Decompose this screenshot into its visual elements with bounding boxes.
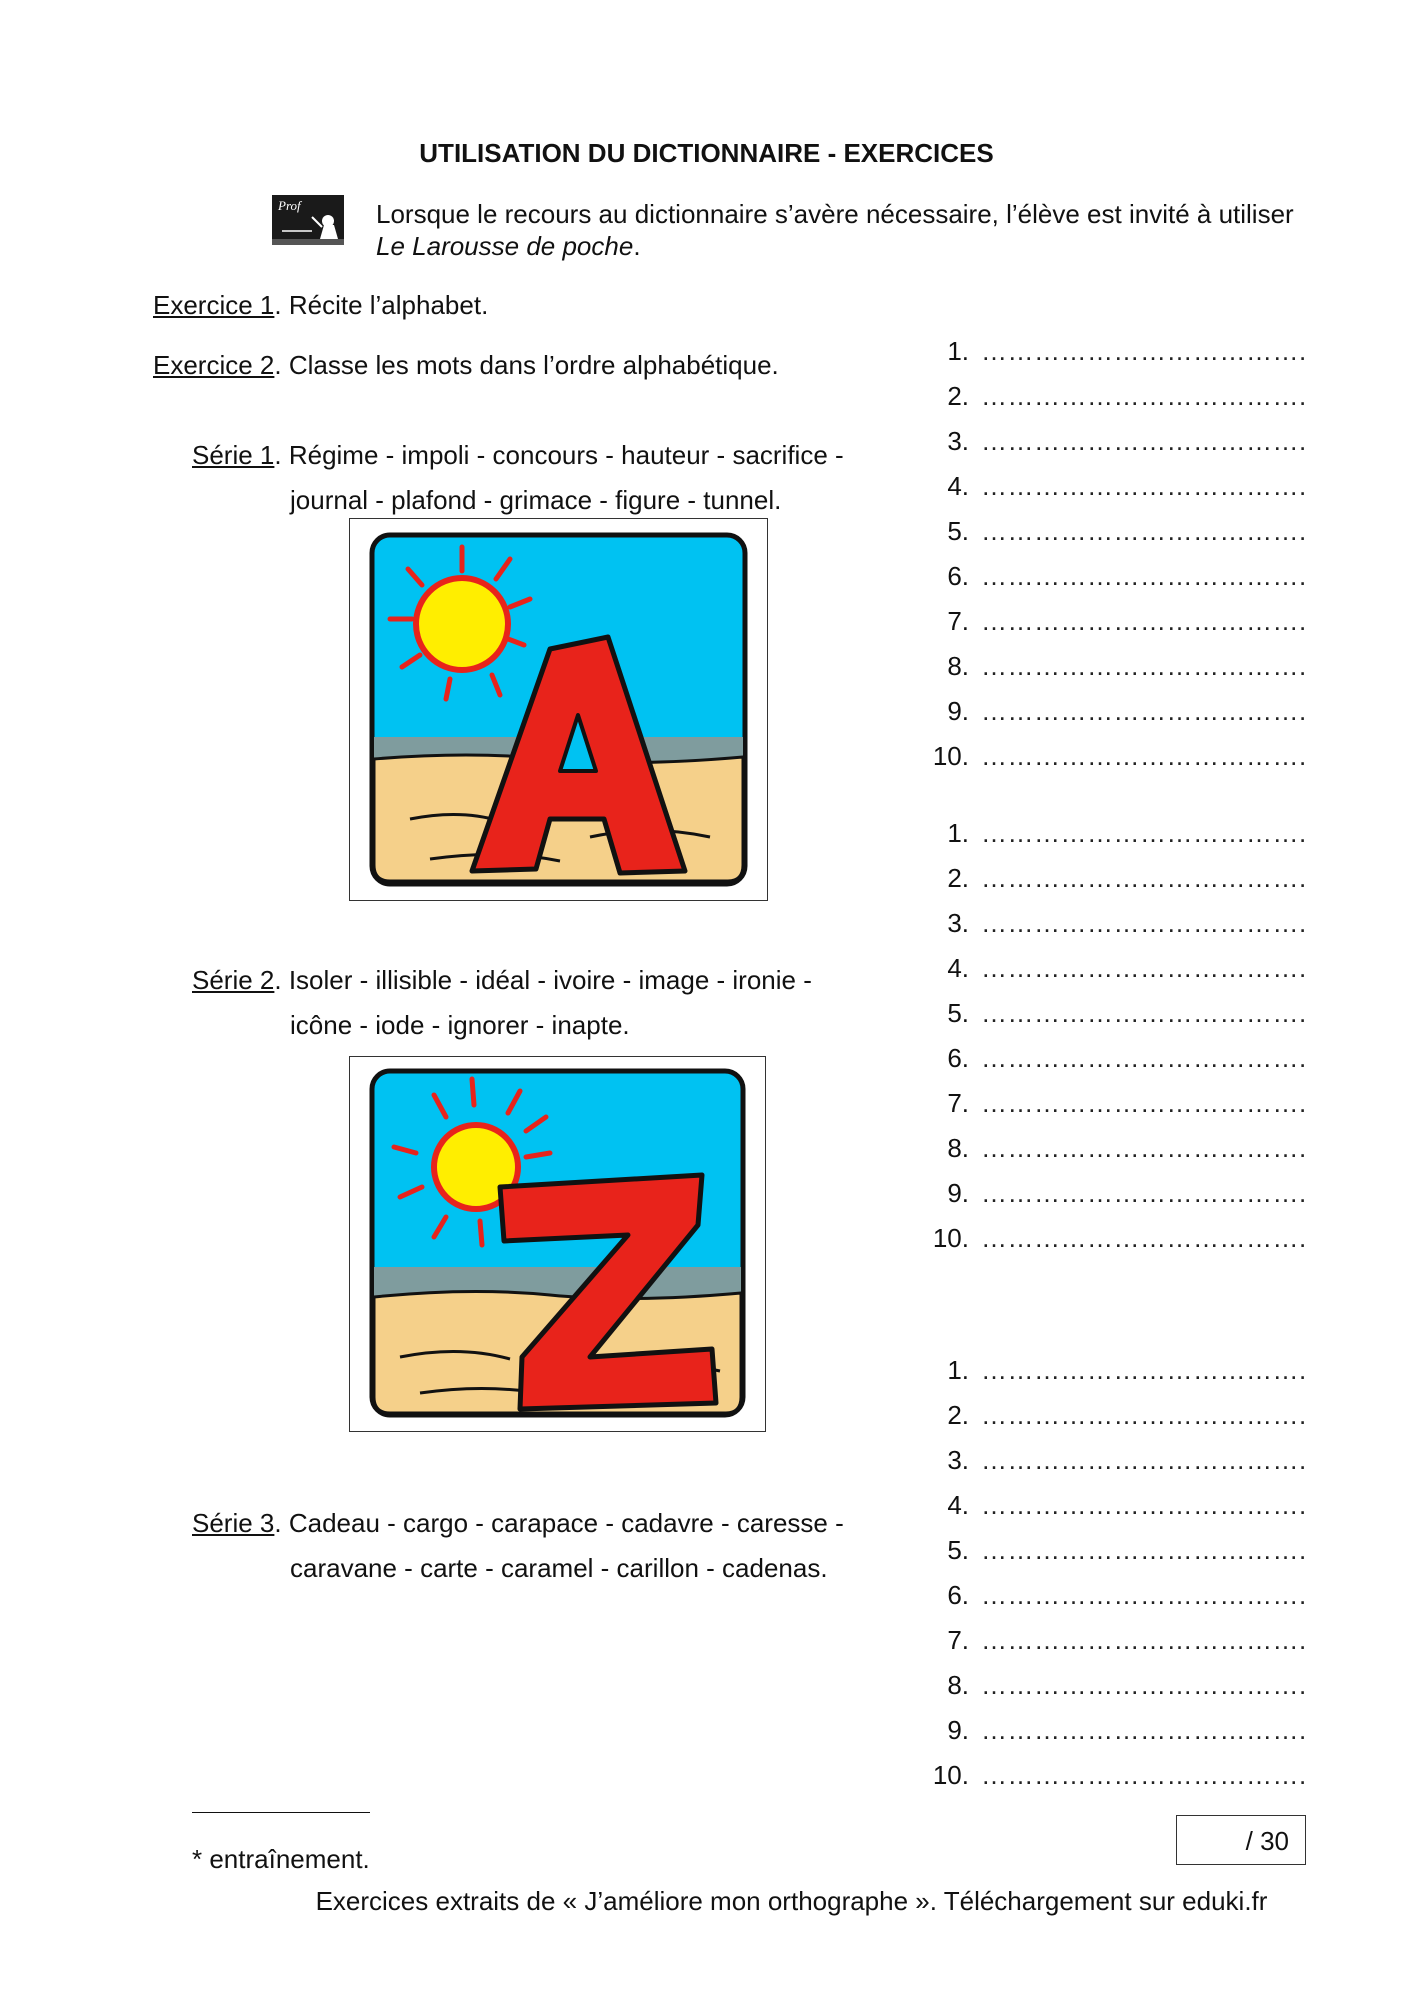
answer-line[interactable]: 3. ………………………………. (947, 908, 1307, 938)
page-footer: Exercices extraits de « J’améliore mon orthographe ». Téléchargement sur eduki.fr (315, 1886, 1268, 1916)
serie-3-line-1: Série 3. Cadeau - cargo - carapace - cadavre - caresse - (192, 1508, 844, 1538)
svg-text:Prof: Prof (278, 198, 301, 213)
answer-line[interactable]: 8. ………………………………. (947, 1670, 1307, 1700)
answer-line[interactable]: 7. ………………………………. (947, 1625, 1307, 1655)
answer-line[interactable]: 3. ………………………………. (947, 426, 1307, 456)
answer-line[interactable]: 5. ………………………………. (947, 998, 1307, 1028)
answer-line[interactable]: 6. ………………………………. (947, 561, 1307, 591)
footnote: * entraînement. (192, 1844, 370, 1874)
answer-line[interactable]: 9. ………………………………. (947, 1715, 1307, 1745)
exercise-2: Exercice 2. Classe les mots dans l’ordre alphabétique. (153, 350, 779, 380)
score-label: / 30 (1245, 1826, 1289, 1856)
serie-2-line-2: icône - iode - ignorer - inapte. (290, 1010, 630, 1040)
page-title: UTILISATION DU DICTIONNAIRE - EXERCICES (419, 138, 994, 168)
letter-a-beach-illustration (349, 518, 768, 901)
answer-line[interactable]: 3. ………………………………. (947, 1445, 1307, 1475)
answer-line[interactable]: 10. ………………………………. (932, 1223, 1307, 1253)
answer-line[interactable]: 1. ………………………………. (947, 336, 1307, 366)
answer-line[interactable]: 7. ………………………………. (947, 606, 1307, 636)
teacher-prof-icon (272, 195, 344, 247)
score-box[interactable] (1176, 1815, 1306, 1865)
answer-line[interactable]: 9. ………………………………. (947, 1178, 1307, 1208)
answer-line[interactable]: 10. ………………………………. (932, 741, 1307, 771)
intro-text: Lorsque le recours au dictionnaire s’avère nécessaire, l’élève est invité à utiliser Le Larousse de poche. (376, 199, 1294, 261)
serie-1-line-2: journal - plafond - grimace - figure - tunnel. (290, 485, 782, 515)
serie-1-line-1: Série 1. Régime - impoli - concours - hauteur - sacrifice - (192, 440, 844, 470)
answer-line[interactable]: 2. ………………………………. (947, 1400, 1307, 1430)
answer-line[interactable]: 2. ………………………………. (947, 863, 1307, 893)
answer-line[interactable]: 4. ………………………………. (947, 1490, 1307, 1520)
answer-line[interactable]: 4. ………………………………. (947, 953, 1307, 983)
exercise-1: Exercice 1. Récite l’alphabet. (153, 290, 489, 320)
serie-3-line-2: caravane - carte - caramel - carillon - cadenas. (290, 1553, 828, 1583)
answer-line[interactable]: 5. ………………………………. (947, 516, 1307, 546)
serie-2-line-1: Série 2. Isoler - illisible - idéal - ivoire - image - ironie - (192, 965, 812, 995)
answer-line[interactable]: 2. ………………………………. (947, 381, 1307, 411)
answer-line[interactable]: 1. ………………………………. (947, 1355, 1307, 1385)
answer-line[interactable]: 8. ………………………………. (947, 1133, 1307, 1163)
answer-line[interactable]: 5. ………………………………. (947, 1535, 1307, 1565)
letter-z-beach-illustration (349, 1056, 766, 1432)
answer-line[interactable]: 6. ………………………………. (947, 1043, 1307, 1073)
answer-line[interactable]: 6. ………………………………. (947, 1580, 1307, 1610)
answer-line[interactable]: 7. ………………………………. (947, 1088, 1307, 1118)
answer-line[interactable]: 10. ………………………………. (932, 1760, 1307, 1790)
answer-line[interactable]: 1. ………………………………. (947, 818, 1307, 848)
answer-line[interactable]: 9. ………………………………. (947, 696, 1307, 726)
book-title: Le Larousse de poche (376, 231, 634, 261)
answer-line[interactable]: 8. ………………………………. (947, 651, 1307, 681)
footnote-divider (192, 1812, 370, 1813)
answer-line[interactable]: 4. ………………………………. (947, 471, 1307, 501)
